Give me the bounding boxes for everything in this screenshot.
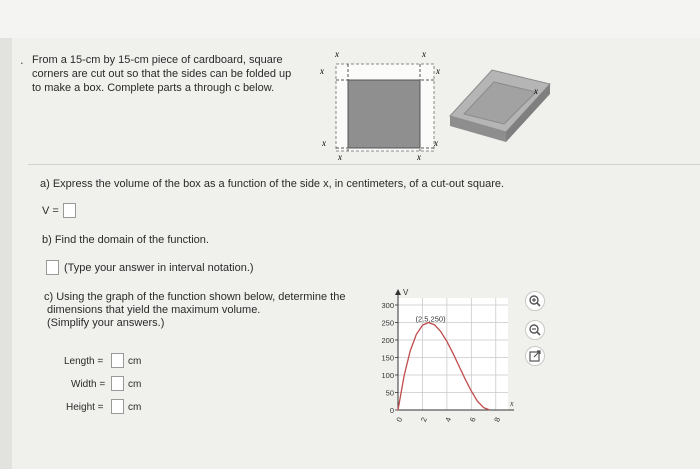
length-label: Length = (64, 356, 104, 367)
zoom-in-button[interactable] (525, 291, 545, 311)
part-a-prompt: a) Express the volume of the box as a function of the side x, in centimeters, of a cut-out square. (40, 178, 505, 190)
x-tick-label: 4 (443, 416, 454, 424)
zoom-in-icon (526, 292, 544, 310)
y-tick-label: 100 (381, 371, 394, 380)
volume-answer-input[interactable] (63, 203, 76, 218)
part-b-hint: (Type your answer in interval notation.) (64, 262, 254, 274)
label-x-top-left: x (335, 50, 339, 59)
bullet: . (20, 52, 24, 67)
top-band (0, 0, 700, 39)
height-label: Height = (66, 402, 104, 413)
folded-box-illustration (444, 64, 556, 146)
y-tick-label: 0 (389, 406, 394, 415)
length-unit: cm (128, 356, 142, 367)
max-point-annotation: (2.5,250) (415, 314, 446, 324)
label-x-bottom-a: x (338, 152, 342, 162)
intro-line-3: to make a box. Complete parts a through c below. (32, 82, 275, 94)
y-tick-label: 150 (381, 353, 394, 363)
label-x-box: x (534, 86, 538, 96)
x-tick-label: 0 (394, 416, 405, 424)
height-unit: cm (128, 402, 142, 413)
y-axis-arrow (395, 289, 401, 295)
y-tick-label: 300 (381, 301, 394, 310)
length-input[interactable] (111, 353, 124, 368)
zoom-out-button[interactable] (525, 320, 545, 340)
intro-line-1: From a 15-cm by 15-cm piece of cardboard, square (32, 54, 283, 66)
label-x-bottom-left: x (322, 138, 326, 148)
volume-graph (372, 284, 522, 424)
part-b-prompt: b) Find the domain of the function. (42, 234, 209, 246)
y-tick-label: 250 (381, 318, 394, 328)
cardboard-figure (318, 50, 448, 162)
width-input[interactable] (111, 376, 124, 391)
width-unit: cm (128, 379, 142, 390)
part-c-prompt-1: c) Using the graph of the function shown below, determine the (44, 291, 346, 303)
y-tick-label: 200 (381, 336, 394, 345)
label-x-bottom-right: x (434, 138, 438, 148)
x-tick-label: 8 (492, 416, 503, 424)
popout-button[interactable] (525, 346, 545, 366)
label-x-right: x (436, 66, 440, 76)
zoom-out-icon (526, 321, 544, 339)
label-x-bottom-b: x (417, 152, 421, 162)
x-tick-label: 2 (418, 416, 429, 424)
box-base (348, 80, 420, 148)
width-label: Width = (71, 379, 106, 390)
intro-line-2: corners are cut out so that the sides can be folded up (32, 68, 292, 80)
part-c-prompt-3: (Simplify your answers.) (47, 317, 165, 329)
v-label: V = (42, 205, 59, 217)
part-c-prompt-2: dimensions that yield the maximum volume. (47, 304, 261, 316)
y-axis-label: V (403, 288, 409, 297)
x-axis-label: x (510, 399, 514, 408)
y-tick-label: 50 (385, 388, 394, 398)
height-input[interactable] (111, 399, 124, 414)
left-bar (0, 38, 12, 469)
popout-icon (526, 347, 544, 365)
x-tick-label: 6 (467, 416, 478, 424)
domain-answer-input[interactable] (46, 260, 59, 275)
separator (28, 164, 700, 165)
label-x-left: x (320, 66, 324, 76)
label-x-top-right: x (422, 50, 426, 59)
